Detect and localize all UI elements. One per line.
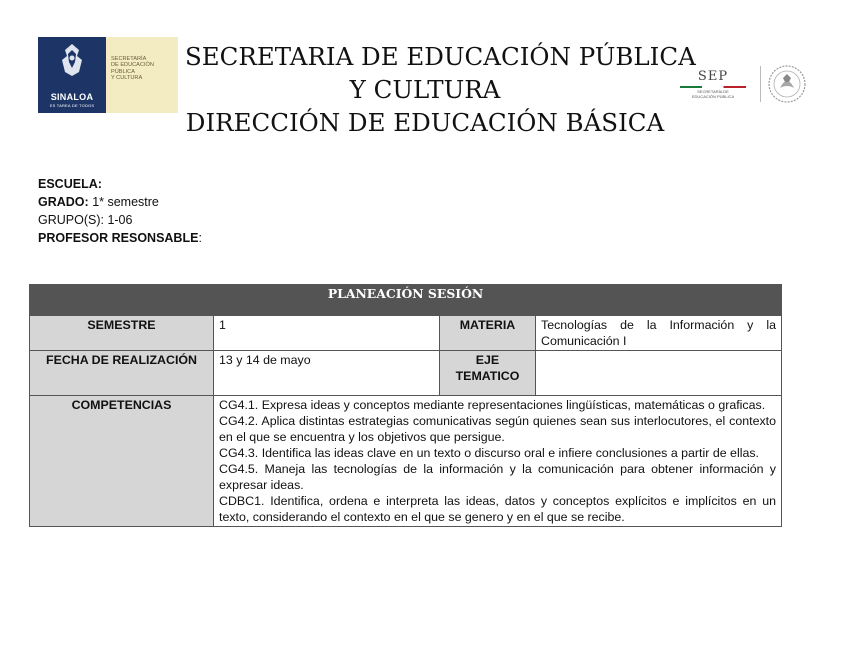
escuela-label: ESCUELA: (38, 177, 102, 191)
competencias-row (30, 396, 782, 527)
state-motto: ES TAREA DE TODOS (49, 103, 95, 108)
secretaria-logo-text: SECRETARÍA DE EDUCACIÓN PÚBLICA Y CULTURA (106, 37, 178, 113)
semestre-value: 1 (214, 316, 440, 351)
materia-value: Tecnologías de la Información y la Comunicación I (536, 316, 782, 351)
logo-divider (760, 66, 761, 102)
grado-value: 1* semestre (92, 195, 159, 209)
school-info (38, 175, 202, 247)
grado-label: GRADO: (38, 195, 89, 209)
page-title (185, 40, 696, 139)
profesor-label: PROFESOR RESONSABLE (38, 231, 199, 245)
competencia-item: CDBC1. Identifica, ordena e interpreta las ideas, datos y conceptos explícitos e implícitos en un texto, considerando el contexto en el que se genero y en el que se recibe. (219, 494, 776, 524)
sep-logo (676, 70, 750, 99)
materia-label: MATERIA (440, 316, 536, 351)
competencia-item: CG4.3. Identifica las ideas clave en un texto o discurso oral e infiere conclusiones a partir de ellas. (219, 446, 759, 460)
flag-stripe (680, 86, 746, 88)
table-header-row (30, 285, 782, 316)
sinaloa-logo-block (38, 37, 106, 113)
competencias-label: COMPETENCIAS (30, 396, 214, 527)
profesor-row (38, 229, 202, 247)
fecha-row (30, 351, 782, 396)
national-seal-icon (767, 64, 807, 104)
sinaloa-sepyc-logo (38, 37, 178, 113)
semestre-row (30, 316, 782, 351)
profesor-colon: : (198, 231, 202, 245)
sep-acronym: SEP (697, 69, 729, 84)
planeacion-table (29, 284, 782, 527)
title-line-1: SECRETARIA DE EDUCACIÓN PÚBLICA (185, 42, 696, 71)
eje-value (536, 351, 782, 396)
competencia-item: CG4.5. Maneja las tecnologías de la información y la comunicación para obtener información y expresar ideas. (219, 462, 776, 492)
grupo-row: GRUPO(S): 1-06 (38, 213, 133, 227)
state-name: SINALOA (50, 92, 94, 102)
sep-subtitle: SECRETARÍA DE EDUCACIÓN PÚBLICA (691, 89, 735, 99)
eje-label: EJE TEMATICO (440, 351, 536, 396)
title-line-3: DIRECCIÓN DE EDUCACIÓN BÁSICA (185, 108, 665, 137)
competencia-item: CG4.2. Aplica distintas estrategias comunicativas según quienes sean sus interlocutores, el contexto en el que se encuentra y los objetivos que persigue. (219, 414, 776, 444)
title-line-2: Y CULTURA (349, 75, 501, 104)
fecha-label: FECHA DE REALIZACIÓN (30, 351, 214, 396)
table-title: PLANEACIÓN SESIÓN (30, 285, 782, 316)
competencias-list (214, 396, 782, 527)
sinaloa-emblem-icon (57, 42, 87, 78)
semestre-label: SEMESTRE (30, 316, 214, 351)
grado-row (38, 193, 202, 211)
escuela-row (38, 175, 202, 193)
fecha-value: 13 y 14 de mayo (214, 351, 440, 396)
competencia-item: CG4.1. Expresa ideas y conceptos mediante representaciones lingüísticas, matemáticas o graficas. (219, 398, 766, 412)
